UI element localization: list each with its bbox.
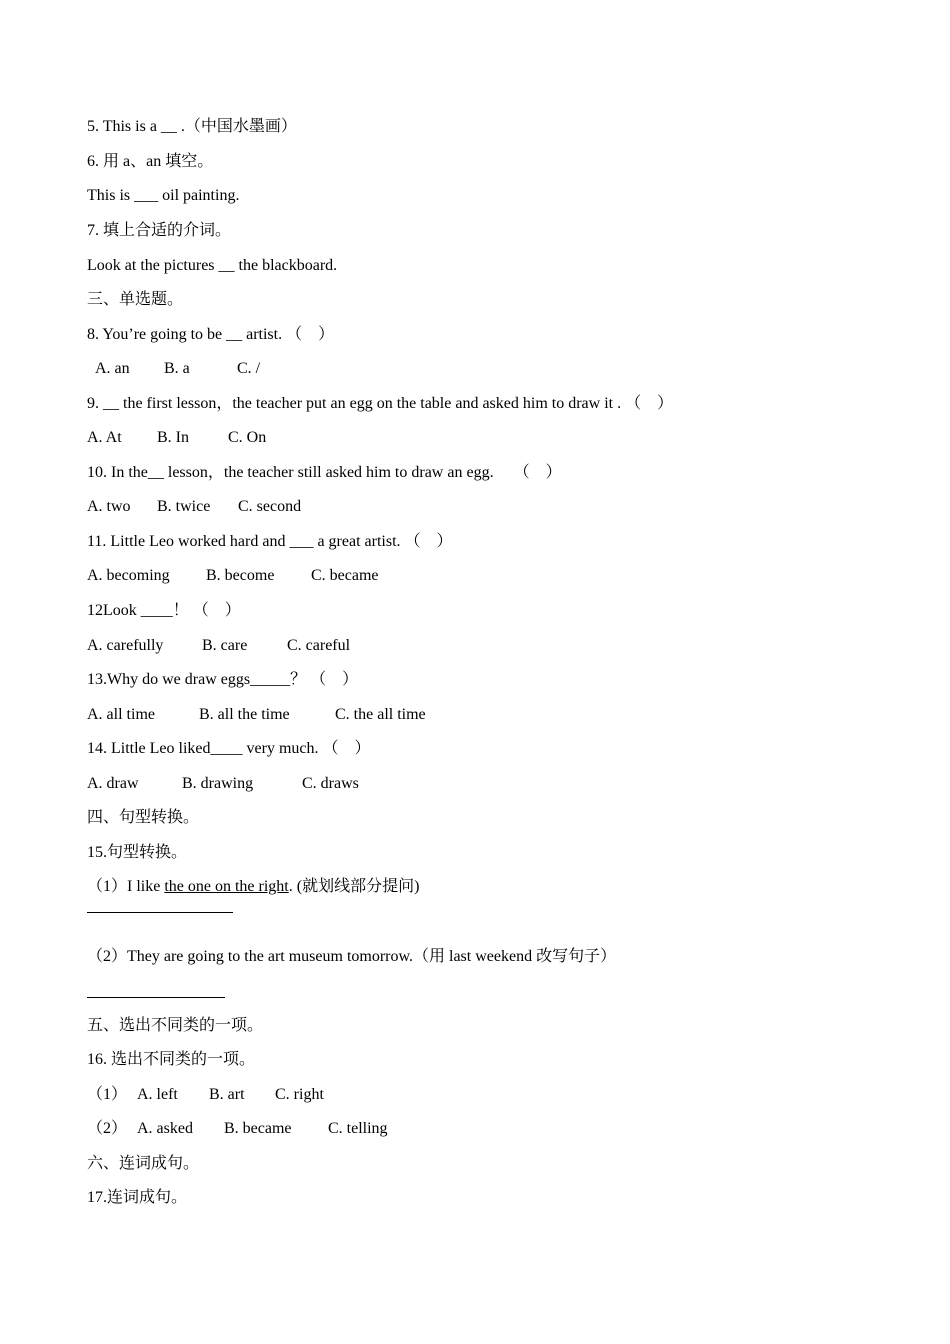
- option-b: B. In: [157, 429, 189, 446]
- option-b: B. became: [224, 1120, 292, 1137]
- option-c: C. the all time: [335, 706, 426, 723]
- item-label: （2）: [87, 1120, 128, 1137]
- question-11-options: [87, 566, 379, 586]
- question-9-options: [87, 428, 266, 448]
- question-6: 6. 用 a、an 填空。: [87, 153, 214, 170]
- option-b: B. become: [206, 567, 275, 584]
- option-a: A. left: [137, 1086, 178, 1103]
- question-8-options: [95, 359, 260, 379]
- option-b: B. all the time: [199, 706, 290, 723]
- question-13: 13.Why do we draw eggs_____？ （ ）: [87, 671, 359, 688]
- option-b: B. twice: [157, 498, 211, 515]
- option-a: A. draw: [87, 775, 139, 792]
- option-c: C. draws: [302, 775, 359, 792]
- section-4-heading: 四、句型转换。: [87, 809, 200, 826]
- option-b: B. art: [209, 1086, 245, 1103]
- option-c: C. /: [237, 360, 261, 377]
- section-5-heading: 五、选出不同类的一项。: [87, 1017, 264, 1034]
- option-c: C. On: [228, 429, 267, 446]
- question-14-options: [87, 774, 359, 794]
- question-15-1-prefix: （1）I like: [87, 878, 165, 895]
- option-a: A. an: [95, 360, 130, 377]
- option-b: B. drawing: [182, 775, 254, 792]
- question-14: 14. Little Leo liked____ very much. （ ）: [87, 740, 371, 757]
- question-15-1-suffix: . (就划线部分提问): [288, 878, 420, 895]
- question-11: 11. Little Leo worked hard and ___ a great artist. （ ）: [87, 533, 453, 550]
- option-a: A. carefully: [87, 637, 164, 654]
- option-b: B. care: [202, 637, 248, 654]
- underlined-phrase: the one on the right: [164, 878, 289, 895]
- option-b: B. a: [164, 360, 190, 377]
- question-16-2: [87, 1119, 388, 1139]
- question-15: 15.句型转换。: [87, 844, 188, 861]
- option-c: C. second: [238, 498, 302, 515]
- option-a: A. two: [87, 498, 131, 515]
- question-16-1: [87, 1085, 324, 1105]
- question-12-options: [87, 636, 350, 656]
- question-10: 10. In the__ lesson，the teacher still asked him to draw an egg. （ ）: [87, 464, 562, 481]
- question-15-2: （2）They are going to the art museum tomorrow.（用 last weekend 改写句子）: [87, 948, 617, 965]
- answer-line-15-2: [87, 997, 225, 998]
- option-a: A. becoming: [87, 567, 170, 584]
- question-13-options: [87, 705, 426, 725]
- item-label: （1）: [87, 1086, 128, 1103]
- question-7: 7. 填上合适的介词。: [87, 222, 232, 239]
- option-a: A. all time: [87, 706, 155, 723]
- option-c: C. right: [275, 1086, 324, 1103]
- section-3-heading: 三、单选题。: [87, 291, 184, 308]
- option-c: C. careful: [287, 637, 351, 654]
- option-c: C. telling: [328, 1120, 388, 1137]
- question-16: 16. 选出不同类的一项。: [87, 1051, 256, 1068]
- question-7-text: Look at the pictures __ the blackboard.: [87, 257, 338, 274]
- option-a: A. asked: [137, 1120, 193, 1137]
- option-c: C. became: [311, 567, 379, 584]
- question-6-text: This is ___ oil painting.: [87, 187, 240, 204]
- question-5: 5. This is a __ .（中国水墨画）: [87, 118, 297, 135]
- question-15-1: [87, 877, 419, 897]
- question-10-options: [87, 497, 301, 517]
- option-a: A. At: [87, 429, 122, 446]
- question-8: 8. You’re going to be __ artist. （ ）: [87, 326, 335, 343]
- section-6-heading: 六、连词成句。: [87, 1155, 200, 1172]
- question-17: 17.连词成句。: [87, 1189, 188, 1206]
- question-9: 9. __ the first lesson，the teacher put an egg on the table and asked him to draw it . （ ）: [87, 395, 674, 412]
- answer-line-15-1: [87, 912, 233, 913]
- question-12: 12Look ____！ （ ）: [87, 602, 241, 619]
